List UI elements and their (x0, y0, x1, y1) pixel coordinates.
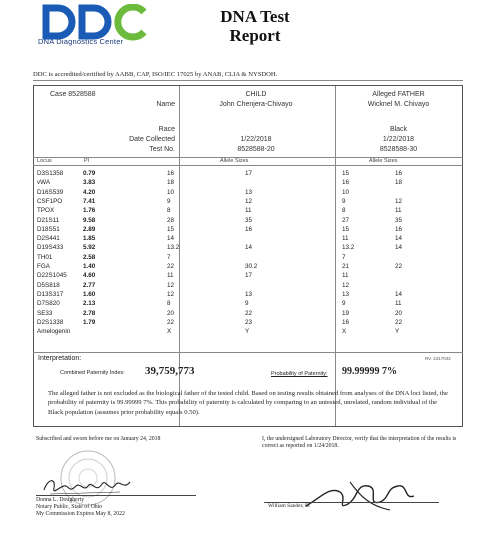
pi-value: 2.78 (83, 309, 96, 317)
child-allele-1: 9 (167, 197, 171, 205)
name-label: Name (156, 101, 175, 108)
child-allele-1: 11 (167, 272, 174, 280)
father-allele-2: 35 (395, 216, 403, 224)
logo-d2 (82, 8, 108, 36)
table-row (33, 170, 463, 178)
logo-c (118, 7, 144, 37)
child-allele-header: Allele Sizes (220, 158, 249, 164)
father-allele-1: 10 (342, 188, 350, 196)
table-row (33, 328, 463, 336)
father-allele-1: 12 (342, 281, 350, 289)
locus-name: D2S441 (37, 235, 60, 243)
pi-value: 5.92 (83, 244, 96, 252)
child-allele-1: 8 (167, 300, 171, 308)
pi-value: 0.79 (83, 170, 96, 177)
father-allele-1: 8 (342, 207, 346, 215)
locus-name: FGA (37, 263, 50, 270)
child-allele-1: 28 (167, 216, 175, 224)
father-allele-2: 14 (395, 290, 403, 298)
table-row (33, 179, 463, 187)
father-allele-2: 18 (395, 179, 403, 187)
ddc-logo (40, 4, 160, 54)
director-signature (300, 476, 420, 516)
table-row (33, 263, 463, 271)
table-row (33, 310, 463, 318)
father-allele-1: X (342, 328, 347, 336)
pi-value: 1.79 (83, 318, 96, 326)
divider (33, 165, 463, 166)
table-row (33, 207, 463, 215)
father-allele-2: 22 (395, 263, 403, 270)
child-heading: CHILD (245, 91, 267, 98)
probability-label: Probability of Paternity: (271, 371, 328, 377)
race-label: Race (158, 126, 175, 133)
table-row (33, 244, 463, 252)
father-allele-2: 16 (395, 170, 403, 177)
notary-signature-line (36, 495, 196, 496)
father-allele-1: 11 (342, 272, 349, 280)
pi-value: 7.41 (83, 197, 96, 205)
probability-value: 99.99999 7% (342, 366, 397, 377)
child-allele-2: 30.2 (245, 263, 258, 270)
pi-value: 1.85 (83, 235, 96, 243)
child-allele-1: 14 (167, 235, 175, 243)
father-date: 1/22/2018 (382, 136, 415, 143)
child-allele-1: 10 (167, 188, 175, 196)
father-allele-1: 7 (342, 253, 346, 261)
father-allele-2: 12 (395, 197, 403, 205)
pi-value: 2.77 (83, 281, 96, 289)
logo-d1 (46, 8, 72, 36)
director-statement: I, the undersigned Laboratory Director, verify that the interpretation of the results is correct as reported on 1/24/2018. (262, 436, 457, 449)
father-allele-1: 9 (342, 197, 346, 205)
father-allele-2: 14 (395, 235, 403, 243)
revision-code: RV. 2417042 (425, 356, 451, 361)
pi-value: 1.40 (83, 263, 96, 270)
locus-name: TH01 (37, 253, 53, 261)
child-allele-1: 15 (167, 225, 175, 233)
father-allele-1: 19 (342, 309, 350, 317)
locus-name: Amelogenin (37, 328, 71, 336)
child-allele-1: 22 (167, 318, 175, 326)
father-allele-1: 27 (342, 216, 350, 224)
locus-name: D16S539 (37, 188, 64, 196)
child-allele-2: 16 (245, 225, 253, 233)
case-number: Case 8528588 (50, 91, 96, 98)
locus-name: D3S1358 (37, 170, 64, 177)
table-row (33, 189, 463, 197)
table-row (33, 300, 463, 308)
father-allele-1: 21 (342, 263, 350, 270)
child-allele-2: 12 (245, 197, 253, 205)
child-name: John Chenjera-Chivayo (219, 101, 293, 108)
table-row (33, 272, 463, 280)
father-race: Black (389, 126, 408, 133)
cpi-label: Combined Paternity Index: (60, 370, 125, 376)
table-row (33, 217, 463, 225)
report-title: DNA Test Report (220, 7, 290, 45)
father-test-no: 8528588-30 (379, 146, 418, 153)
conclusion-paragraph: The alleged father is not excluded as the biological father of the tested child. Based on testing results obtained from analyses of the DNA loci listed, the probability of paternity is 99.99999 7%. This probability of paternity is calculated by comparing to an untested, unrelated, random individual of the Black population (assumes prior probability equals 0.50). (48, 390, 448, 416)
notary-title: Notary Public, State of Ohio (36, 504, 103, 510)
child-allele-1: 12 (167, 290, 175, 298)
father-allele-2: 16 (395, 225, 403, 233)
pi-value: 2.58 (83, 253, 96, 261)
date-label: Date Collected (129, 136, 175, 143)
father-allele-2: 11 (395, 300, 402, 308)
father-allele-header: Allele Sizes (369, 158, 398, 164)
test-label: Test No. (149, 146, 175, 153)
pi-value: 1.60 (83, 290, 96, 298)
child-allele-2: 23 (245, 318, 253, 326)
child-allele-1: 7 (167, 253, 171, 261)
child-allele-2: 9 (245, 300, 249, 308)
divider (33, 80, 463, 81)
locus-name: CSF1PO (37, 197, 63, 205)
father-allele-2: 14 (395, 244, 403, 252)
pi-value: 3.83 (83, 179, 96, 187)
father-allele-1: 13.2 (342, 244, 355, 252)
child-allele-1: 20 (167, 309, 175, 317)
sworn-statement: Subscribed and sworn before me on January 24, 2018 (36, 436, 161, 442)
father-allele-2: 11 (395, 207, 402, 215)
father-allele-1: 9 (342, 300, 346, 308)
father-name: Wicknel M. Chivayo (367, 101, 430, 108)
locus-name: D13S317 (37, 290, 64, 298)
child-allele-2: 22 (245, 309, 253, 317)
child-allele-1: 12 (167, 281, 175, 289)
pi-value: 4.20 (83, 188, 96, 196)
table-row (33, 226, 463, 234)
locus-name: D7S820 (37, 300, 60, 308)
child-test-no: 8528588-20 (237, 146, 275, 153)
child-allele-1: 13.2 (167, 244, 180, 252)
child-allele-1: 16 (167, 170, 175, 177)
father-allele-2: 22 (395, 318, 403, 326)
locus-name: D21S11 (37, 216, 60, 224)
pi-value: 2.13 (83, 300, 96, 308)
child-allele-2: 13 (245, 188, 253, 196)
locus-name: vWA (37, 179, 51, 187)
father-allele-1: 11 (342, 235, 349, 243)
cpi-value: 39,759,773 (145, 365, 195, 377)
child-allele-2: 17 (245, 170, 253, 177)
locus-name: SE33 (37, 309, 53, 317)
locus-name: TPOX (37, 207, 55, 215)
father-allele-1: 16 (342, 318, 350, 326)
locus-column-header: Locus (37, 158, 52, 164)
table-row (33, 282, 463, 290)
pi-value: 4.60 (83, 272, 96, 280)
child-allele-1: 22 (167, 263, 175, 270)
notary-block (36, 497, 125, 518)
locus-name: D5S818 (37, 281, 60, 289)
locus-name: D19S433 (37, 244, 64, 252)
child-allele-1: 18 (167, 179, 175, 187)
child-allele-2: 14 (245, 244, 253, 252)
notary-name: Donna L. Dougherty (36, 497, 85, 503)
child-allele-2: 17 (245, 272, 253, 280)
notary-commission: My Commission Expires May 8, 2022 (36, 511, 125, 517)
table-row (33, 198, 463, 206)
child-allele-2: 35 (245, 216, 253, 224)
locus-name: D22S1045 (37, 272, 67, 280)
child-allele-2: Y (245, 328, 250, 336)
father-allele-1: 15 (342, 225, 350, 233)
table-row (33, 254, 463, 262)
father-allele-2: 20 (395, 309, 403, 317)
interpretation-label: Interpretation: (38, 355, 82, 362)
pi-value: 1.76 (83, 207, 96, 215)
pi-column-header: PI (84, 158, 90, 164)
child-allele-1: 8 (167, 207, 171, 215)
pi-value: 9.58 (83, 216, 96, 224)
divider (33, 352, 463, 353)
child-date: 1/22/2018 (240, 136, 272, 143)
locus-name: D18S51 (37, 225, 60, 233)
child-allele-1: X (167, 328, 172, 336)
child-allele-2: 13 (245, 290, 253, 298)
logo-subtitle: DNA Diagnostics Center (38, 37, 124, 46)
accreditation-text: DDC is accredited/certified by AABB, CAP, ISO/IEC 17025 by ANAB, CLIA & NYSDOH. (33, 71, 278, 78)
father-allele-1: 15 (342, 170, 350, 177)
father-allele-1: 13 (342, 290, 350, 298)
table-row (33, 319, 463, 327)
table-row (33, 235, 463, 243)
father-allele-2: Y (395, 328, 400, 336)
director-name: William Sander, D. (268, 503, 311, 509)
father-heading: Alleged FATHER (372, 91, 425, 98)
table-row (33, 291, 463, 299)
child-allele-2: 11 (245, 207, 252, 215)
locus-name: D2S1338 (37, 318, 64, 326)
pi-value: 2.89 (83, 225, 96, 233)
father-allele-1: 16 (342, 179, 350, 187)
